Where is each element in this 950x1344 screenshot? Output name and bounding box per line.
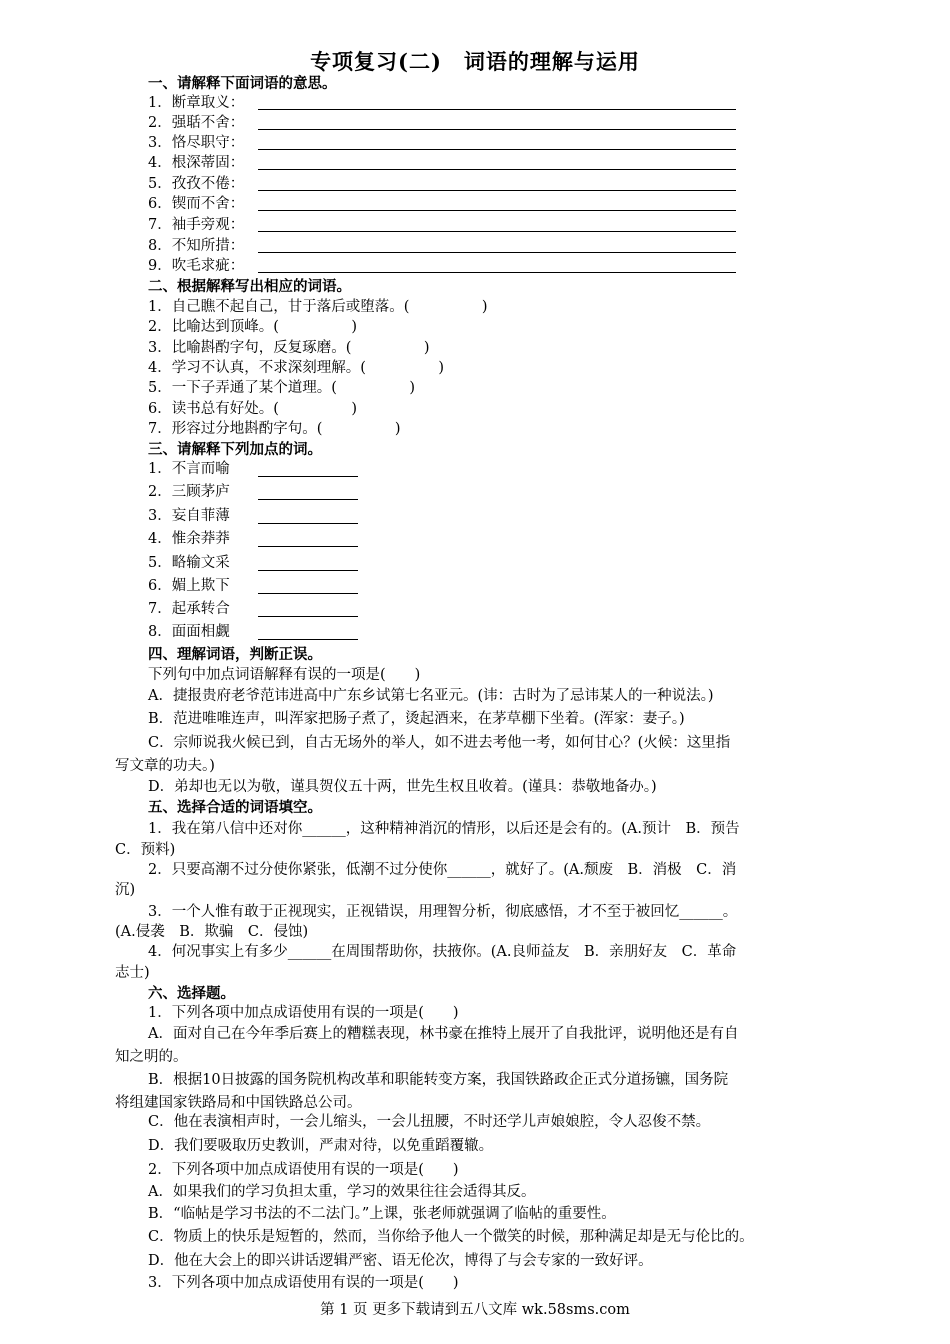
s2-item-4: 4．学习不认真，不求深刻理解。( ): [148, 360, 445, 376]
s1-answer-line-9[interactable]: [258, 272, 736, 273]
s5-q1-line-2: C．预料): [115, 842, 176, 858]
s3-item-2: 2．三顾茅庐: [148, 484, 230, 500]
s3-item-1: 1．不言而喻: [148, 461, 230, 477]
section-4-heading: 四、理解词语，判断正误。: [148, 646, 322, 663]
s1-item-9: 9．吹毛求疵：: [148, 258, 245, 274]
s1-answer-line-4[interactable]: [258, 169, 736, 170]
s2-item-6: 6．读书总有好处。( ): [148, 401, 358, 417]
s2-item-7: 7．形容过分地斟酌字句。( ): [148, 421, 401, 437]
s5-q3-line-2: (A.侵袭 B．欺骗 C．侵蚀): [115, 924, 309, 940]
s4-option-a: A．捷报贵府老爷范讳进高中广东乡试第七名亚元。(讳：古时为了忌讳某人的一种说法。): [148, 688, 714, 704]
s6-q2-option-c: C．物质上的快乐是短暂的，然而，当你给予他人一个微笑的时候，那种满足却是无与伦比的。: [148, 1229, 754, 1245]
s6-q1-option-a-line-2: 知之明的。: [115, 1049, 188, 1065]
s3-item-8: 8．面面相觑: [148, 624, 230, 640]
s1-answer-line-8[interactable]: [258, 252, 736, 253]
section-3-heading: 三、请解释下列加点的词。: [148, 441, 322, 458]
s5-q4-line-1: 4．何况事实上有多少______在周围帮助你，扶掖你。(A.良师益友 B．亲朋好友 C．革命: [148, 944, 737, 960]
s4-question-stem: 下列句中加点词语解释有误的一项是( ): [148, 667, 421, 683]
s4-option-d: D．弟却也无以为敬，谨具贺仪五十两，世先生权且收着。(谨具：恭敬地备办。): [148, 779, 657, 795]
s5-q1-line-1: 1．我在第八信中还对你______，这种精神消沉的情形，以后还是会有的。(A.预计 B．预告: [148, 821, 740, 837]
page-title: 专项复习(二) 词语的理解与运用: [310, 49, 640, 74]
s4-option-b: B．范进唯唯连声，叫浑家把肠子煮了，烫起酒来，在茅草棚下坐着。(浑家：妻子。): [148, 711, 685, 727]
s4-option-c-line-2: 写文章的功夫。): [115, 758, 215, 774]
s3-answer-line-8[interactable]: [258, 639, 358, 640]
s6-q1-option-c: C．他在表演相声时，一会儿缩头，一会儿扭腰，不时还学儿声娘娘腔，令人忍俊不禁。: [148, 1114, 711, 1130]
s5-q4-line-2: 志士): [115, 965, 150, 981]
s6-q1-option-a-line-1: A．面对自己在今年季后赛上的糟糕表现，林书豪在推特上展开了自我批评，说明他还是有自: [148, 1026, 739, 1042]
s3-answer-line-6[interactable]: [258, 593, 358, 594]
s3-item-6: 6．媚上欺下: [148, 578, 230, 594]
section-1-heading: 一、请解释下面词语的意思。: [148, 75, 337, 92]
section-5-heading: 五、选择合适的词语填空。: [148, 799, 322, 816]
s1-answer-line-5[interactable]: [258, 190, 736, 191]
s3-answer-line-2[interactable]: [258, 499, 358, 500]
s3-answer-line-7[interactable]: [258, 616, 358, 617]
section-2-heading: 二、根据解释写出相应的词语。: [148, 278, 351, 295]
s1-answer-line-6[interactable]: [258, 210, 736, 211]
s1-answer-line-3[interactable]: [258, 149, 736, 150]
s1-item-2: 2．强聒不舍：: [148, 115, 245, 131]
s3-answer-line-4[interactable]: [258, 546, 358, 547]
s6-q2-option-d: D．他在大会上的即兴讲话逻辑严密、语无伦次，博得了与会专家的一致好评。: [148, 1253, 653, 1269]
s3-answer-line-5[interactable]: [258, 570, 358, 571]
s1-answer-line-2[interactable]: [258, 129, 736, 130]
s6-q2-stem: 2．下列各项中加点成语使用有误的一项是( ): [148, 1162, 459, 1178]
s6-q1-option-d: D．我们要吸取历史教训，严肃对待，以免重蹈覆辙。: [148, 1138, 494, 1154]
s2-item-3: 3．比喻斟酌字句，反复琢磨。( ): [148, 340, 430, 356]
s1-item-4: 4．根深蒂固：: [148, 155, 245, 171]
s4-option-c-line-1: C．宗师说我火候已到，自古无场外的举人，如不进去考他一考，如何甘心？(火候：这里指: [148, 735, 731, 751]
s1-item-5: 5．孜孜不倦：: [148, 176, 245, 192]
s6-q1-option-b-line-2: 将组建国家铁路局和中国铁路总公司。: [115, 1095, 362, 1111]
s5-q3-line-1: 3．一个人惟有敢于正视现实，正视错误，用理智分析，彻底感悟，才不至于被回忆______。: [148, 904, 738, 920]
s6-q1-option-b-line-1: B．根据10日披露的国务院机构改革和职能转变方案，我国铁路政企正式分道扬镳，国务院: [148, 1072, 729, 1088]
s6-q2-option-a: A．如果我们的学习负担太重，学习的效果往往会适得其反。: [148, 1184, 536, 1200]
s6-q3-stem: 3．下列各项中加点成语使用有误的一项是( ): [148, 1275, 459, 1291]
s3-item-7: 7．起承转合: [148, 601, 230, 617]
s2-item-1: 1．自己瞧不起自己，甘于落后或堕落。( ): [148, 299, 488, 315]
s5-q2-line-1: 2．只要高潮不过分使你紧张，低潮不过分使你______，就好了。(A.颓废 B．消极 C．消: [148, 862, 737, 878]
s1-item-1: 1．断章取义：: [148, 95, 245, 111]
s1-item-8: 8．不知所措：: [148, 238, 245, 254]
s2-item-2: 2．比喻达到顶峰。( ): [148, 319, 358, 335]
s1-item-6: 6．锲而不舍：: [148, 196, 245, 212]
s6-q2-option-b: B．“临帖是学习书法的不二法门。”上课，张老师就强调了临帖的重要性。: [148, 1206, 616, 1222]
section-6-heading: 六、选择题。: [148, 985, 235, 1002]
s6-q1-stem: 1．下列各项中加点成语使用有误的一项是( ): [148, 1005, 459, 1021]
s2-item-5: 5．一下子弄通了某个道理。( ): [148, 380, 416, 396]
s5-q2-line-2: 沉): [115, 882, 136, 898]
s1-answer-line-1[interactable]: [258, 109, 736, 110]
s3-answer-line-1[interactable]: [258, 476, 358, 477]
page-footer: 第 1 页 更多下载请到五八文库 wk.58sms.com: [320, 1302, 630, 1318]
s3-item-3: 3．妄自菲薄: [148, 508, 230, 524]
s3-item-4: 4．惟余莽莽: [148, 531, 230, 547]
s3-answer-line-3[interactable]: [258, 523, 358, 524]
s3-item-5: 5．略输文采: [148, 555, 230, 571]
s1-item-7: 7．袖手旁观：: [148, 217, 245, 233]
s1-item-3: 3．恪尽职守：: [148, 135, 245, 151]
s1-answer-line-7[interactable]: [258, 231, 736, 232]
